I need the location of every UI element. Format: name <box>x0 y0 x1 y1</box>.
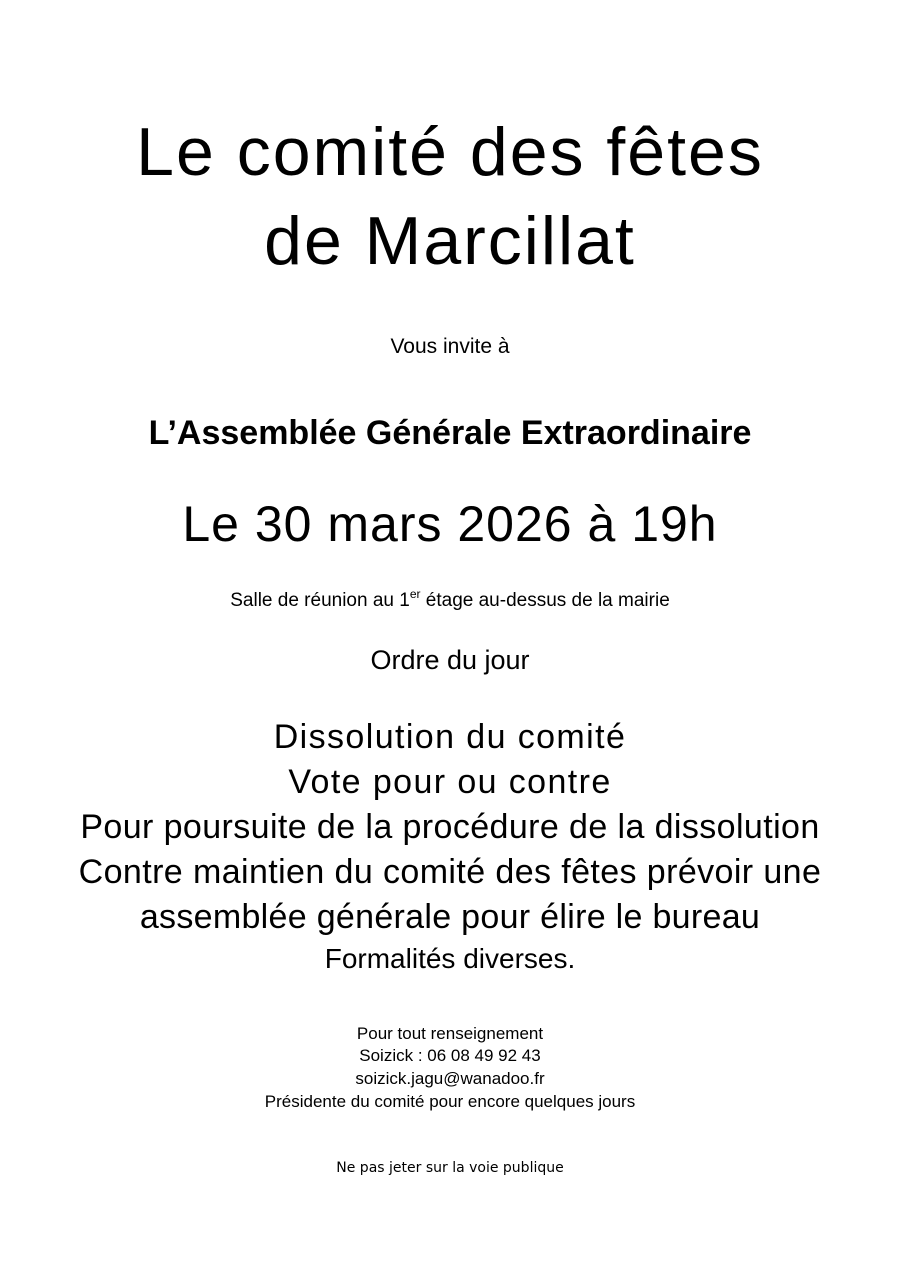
agenda-item: Pour poursuite de la procédure de la dissolution <box>80 808 820 846</box>
contact-email: soizick.jagu@wanadoo.fr <box>355 1069 545 1088</box>
event-venue <box>0 589 900 614</box>
footer-notice: Ne pas jeter sur la voie publique <box>336 1160 564 1176</box>
event-name: L’Assemblée Générale Extraordinaire <box>148 414 752 452</box>
agenda-item: Vote pour ou contre <box>288 763 612 801</box>
contact-role: Présidente du comité pour encore quelques jours <box>264 1092 636 1111</box>
agenda-item: Dissolution du comité <box>273 718 627 756</box>
agenda-item: Formalités diverses. <box>324 943 576 974</box>
agenda-title: Ordre du jour <box>370 645 530 675</box>
agenda-item: assemblée générale pour élire le bureau <box>139 898 761 936</box>
venue-suffix: étage au-dessus de la mairie <box>420 590 670 611</box>
venue-superscript: er <box>409 587 421 601</box>
invitation-intro: Vous invite à <box>390 335 510 358</box>
agenda-item: Contre maintien du comité des fêtes prévoir une <box>78 853 822 891</box>
title-line-1: Le comité des fêtes <box>136 114 764 190</box>
title-line-2: de Marcillat <box>264 203 636 279</box>
contact-phone: Soizick : 06 08 49 92 43 <box>359 1046 541 1065</box>
event-date: Le 30 mars 2026 à 19h <box>182 496 718 552</box>
venue-prefix: Salle de réunion au 1 <box>230 590 410 611</box>
contact-heading: Pour tout renseignement <box>356 1024 544 1043</box>
